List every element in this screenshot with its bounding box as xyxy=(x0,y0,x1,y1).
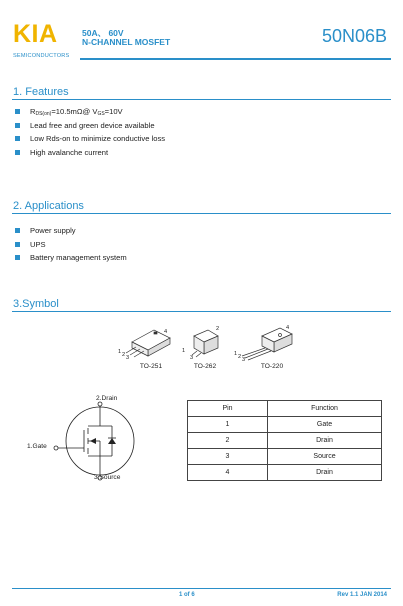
pin-function-table xyxy=(187,400,382,481)
mosfet-symbol-icon xyxy=(22,392,142,484)
list-item xyxy=(15,238,127,252)
to262-pin-3: 3 xyxy=(190,355,194,361)
list-item xyxy=(15,251,127,265)
page-number: 1 of 6 xyxy=(179,592,195,598)
bullet-icon xyxy=(15,136,20,141)
list-item xyxy=(15,146,165,160)
list-item-text: Battery management system xyxy=(30,253,127,263)
function-column-header: Function xyxy=(268,401,382,417)
drain-label: 2.Drain xyxy=(96,395,118,402)
list-item-text: Low Rds-on to minimize conductive loss xyxy=(30,134,166,144)
to262-pin-tab: 2 xyxy=(216,326,220,332)
table-row xyxy=(188,417,382,433)
table-row xyxy=(188,433,382,449)
function-cell: Drain xyxy=(268,465,382,481)
device-type-line: N-CHANNEL MOSFET xyxy=(82,37,171,47)
bullet-icon xyxy=(15,123,20,128)
company-logo: KIA xyxy=(13,20,58,48)
part-number: 50N06B xyxy=(321,26,387,46)
to251-label: TO-251 xyxy=(139,363,163,370)
pin-cell: 2 xyxy=(188,433,268,449)
table-row xyxy=(188,449,382,465)
to251-pin-1: 1 xyxy=(118,349,122,355)
rating-line: 50A、 60V xyxy=(82,28,124,38)
pin-cell: 3 xyxy=(188,449,268,465)
symbol-heading: 3.Symbol xyxy=(13,298,59,310)
company-logo-subtitle: SEMICONDUCTORS xyxy=(13,53,70,59)
list-item xyxy=(15,119,165,133)
list-item-text: Power supply xyxy=(30,226,76,236)
to220-pin-3: 3 xyxy=(242,357,246,363)
function-cell: Drain xyxy=(268,433,382,449)
footer-rule xyxy=(12,588,391,589)
revision-label: Rev 1.1 JAN 2014 xyxy=(337,592,387,598)
applications-heading: 2. Applications xyxy=(13,200,84,212)
gate-label: 1.Gate xyxy=(27,443,47,450)
function-cell: Gate xyxy=(268,417,382,433)
features-heading: 1. Features xyxy=(13,86,69,98)
pin-cell: 4 xyxy=(188,465,268,481)
list-item-text: High avalanche current xyxy=(30,147,109,157)
to220-pin-2: 2 xyxy=(238,354,242,360)
to220-package-icon xyxy=(242,328,292,360)
table-header-row xyxy=(188,401,382,417)
to220-pin-1: 1 xyxy=(234,351,238,357)
pin-column-header: Pin xyxy=(188,401,268,417)
bullet-icon xyxy=(15,228,20,233)
to251-pin-2: 2 xyxy=(122,352,126,358)
to251-pin-tab: 4 xyxy=(164,329,168,335)
source-label: 3.Source xyxy=(94,474,121,481)
diode-icon xyxy=(108,438,116,444)
bullet-icon xyxy=(15,242,20,247)
to262-label: TO-262 xyxy=(193,363,217,370)
function-cell: Source xyxy=(268,449,382,465)
to251-pin-3: 3 xyxy=(126,355,130,361)
applications-list xyxy=(15,224,127,265)
features-list xyxy=(15,105,165,159)
to220-pin-tab: 4 xyxy=(286,325,290,331)
list-item xyxy=(15,132,165,146)
bullet-icon xyxy=(15,109,20,114)
pin-cell: 1 xyxy=(188,417,268,433)
channel-arrow-icon xyxy=(90,438,96,444)
list-item-text: UPS xyxy=(30,239,46,249)
rds-spec: $R_{DS(on)}=10.5m\Omega@$ $V_{GS}=10V$ xyxy=(30,106,123,117)
to220-label: TO-220 xyxy=(260,363,284,370)
bullet-icon xyxy=(15,150,20,155)
to262-package-icon xyxy=(192,330,218,357)
features-rule xyxy=(12,99,391,100)
list-item-text: Lead free and green device available xyxy=(30,120,155,130)
header-rule xyxy=(80,58,391,60)
bullet-icon xyxy=(15,255,20,260)
list-item xyxy=(15,105,165,119)
list-item xyxy=(15,224,127,238)
applications-rule xyxy=(12,213,391,214)
to262-pin-1: 1 xyxy=(182,348,186,354)
symbol-rule xyxy=(12,311,391,312)
table-row xyxy=(188,465,382,481)
